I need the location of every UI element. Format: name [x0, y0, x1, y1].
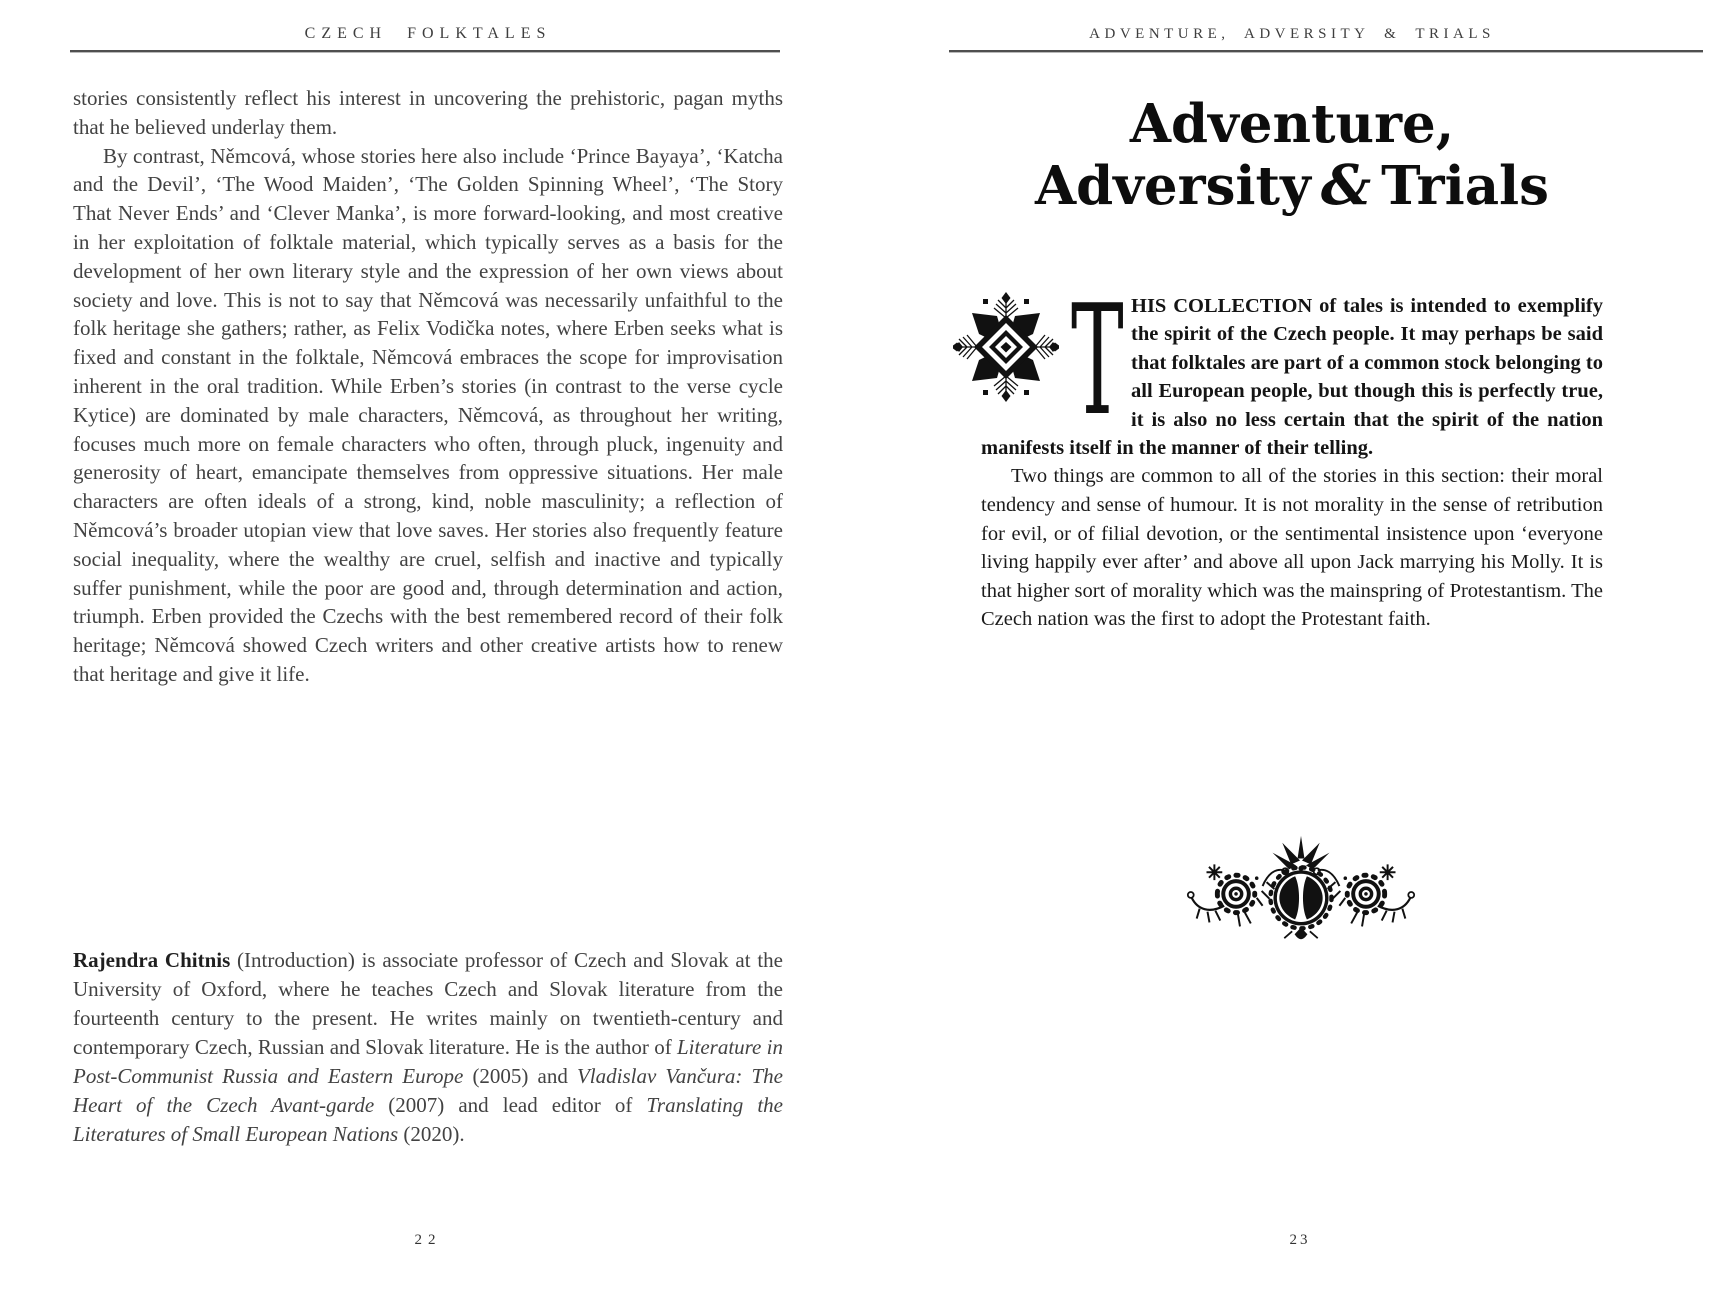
left-running-header: CZECH FOLKTALES	[304, 25, 552, 42]
right-body-text	[981, 272, 1603, 634]
paragraph-intro: stories consistently reflect his interest in uncovering the prehistoric, pagan myths that he believed underlay them.	[73, 86, 783, 139]
left-body-text	[73, 84, 783, 689]
drop-cap-letter: T	[1071, 272, 1124, 449]
book-title: Vladislav Vančura: The Heart of the Czech Avant-garde	[73, 1064, 783, 1117]
bio-text: (2005) and	[463, 1064, 577, 1088]
section-title-line1: Adventure,	[1129, 93, 1455, 155]
book-title: Literature in Post-Communist Russia and Eastern Europe	[73, 1035, 783, 1088]
opening-paragraph	[981, 272, 1603, 462]
title-word: Trials	[1381, 155, 1550, 217]
paragraph-nemcova: By contrast, Němcová, whose stories here also include ‘Prince Bayaya’, ‘Katcha and the Devil’, ‘The Wood Maiden’, ‘The Golden Spinning Wheel’, ‘The Story That Never Ends’ and ‘Clever Manka’, is more forward-looking, and most creative in her exploitation of folktale material, which typically serves as a basis for the development of her own literary style and the expression of her own views about society and love. This is not to say that Němcová was necessarily unfaithful to the folk heritage she gathers; rather, as Felix Vodička notes, where Erben seeks what is fixed and constant in the folktale, Němcová embraces the scope for improvisation inherent in the oral tradition. While Erben’s stories (in contrast to the verse cycle Kytice) are dominated by male characters, Němcová, as throughout her writing, focuses much more on female characters who often, through pluck, ingenuity and generosity of heart, emancipate themselves from oppressive situations. Her male characters are often ideals of a strong, kind, noble masculinity; a reflection of Němcová’s broader utopian view that love saves. Her stories also frequently feature social inequality, where the wealthy are cruel, selfish and inactive and typically suffer punishment, while the poor are good and, through determination and action, triumph. Erben provided the Czechs with the best remembered record of their folk heritage; Němcová showed Czech writers and other creative artists how to renew that heritage and give it life.	[73, 143, 783, 686]
floral-divider-ornament-icon	[1176, 834, 1426, 946]
folk-star-ornament-icon	[953, 290, 1059, 404]
swash-ampersand: &	[1320, 153, 1372, 218]
book-title: Translating the Literatures of Small European Nations	[73, 1093, 783, 1146]
bio-text: (Introduction) is associate professor of Czech and Slovak at the University of Oxford, where he teaches Czech and Slovak literature from the fourteenth century to the present. He writes mainly on twentieth-century and contemporary Czech, Russian and Slovak literature. He is the author of	[73, 948, 783, 1059]
right-header-rule	[949, 50, 1703, 53]
left-page-number: 22	[414, 1232, 442, 1248]
author-bio	[73, 946, 783, 1149]
right-running-header: ADVENTURE, ADVERSITY & TRIALS	[1089, 26, 1495, 42]
section-title-line2	[981, 155, 1603, 217]
author-name: Rajendra Chitnis	[73, 948, 231, 972]
title-word: Adversity	[1034, 155, 1311, 217]
left-header-rule	[70, 50, 780, 53]
right-page-number: 23	[1289, 1232, 1311, 1248]
second-paragraph: Two things are common to all of the stories in this section: their moral tendency and sense of humour. It is not morality in the sense of retribution for evil, or of filial devotion, or the sentimental insistence upon ‘everyone living happily ever after’ and above all upon Jack marrying his Molly. It is that higher sort of morality which was the mainspring of Protestantism. The Czech nation was the first to adopt the Protestant faith.	[981, 465, 1603, 631]
drop-cap	[1071, 272, 1124, 449]
opening-paragraph-text: HIS COLLECTION of tales is intended to exemplify the spirit of the Czech people. It may perhaps be said that folktales are part of a common stock belonging to all European people, but though this is perfectly true, it is also no less certain that the spirit of the nation manifests itself in the manner of their telling.	[981, 295, 1603, 460]
bio-text: (2020).	[398, 1122, 465, 1146]
section-title	[981, 94, 1603, 217]
bio-text: (2007) and lead editor of	[374, 1093, 647, 1117]
